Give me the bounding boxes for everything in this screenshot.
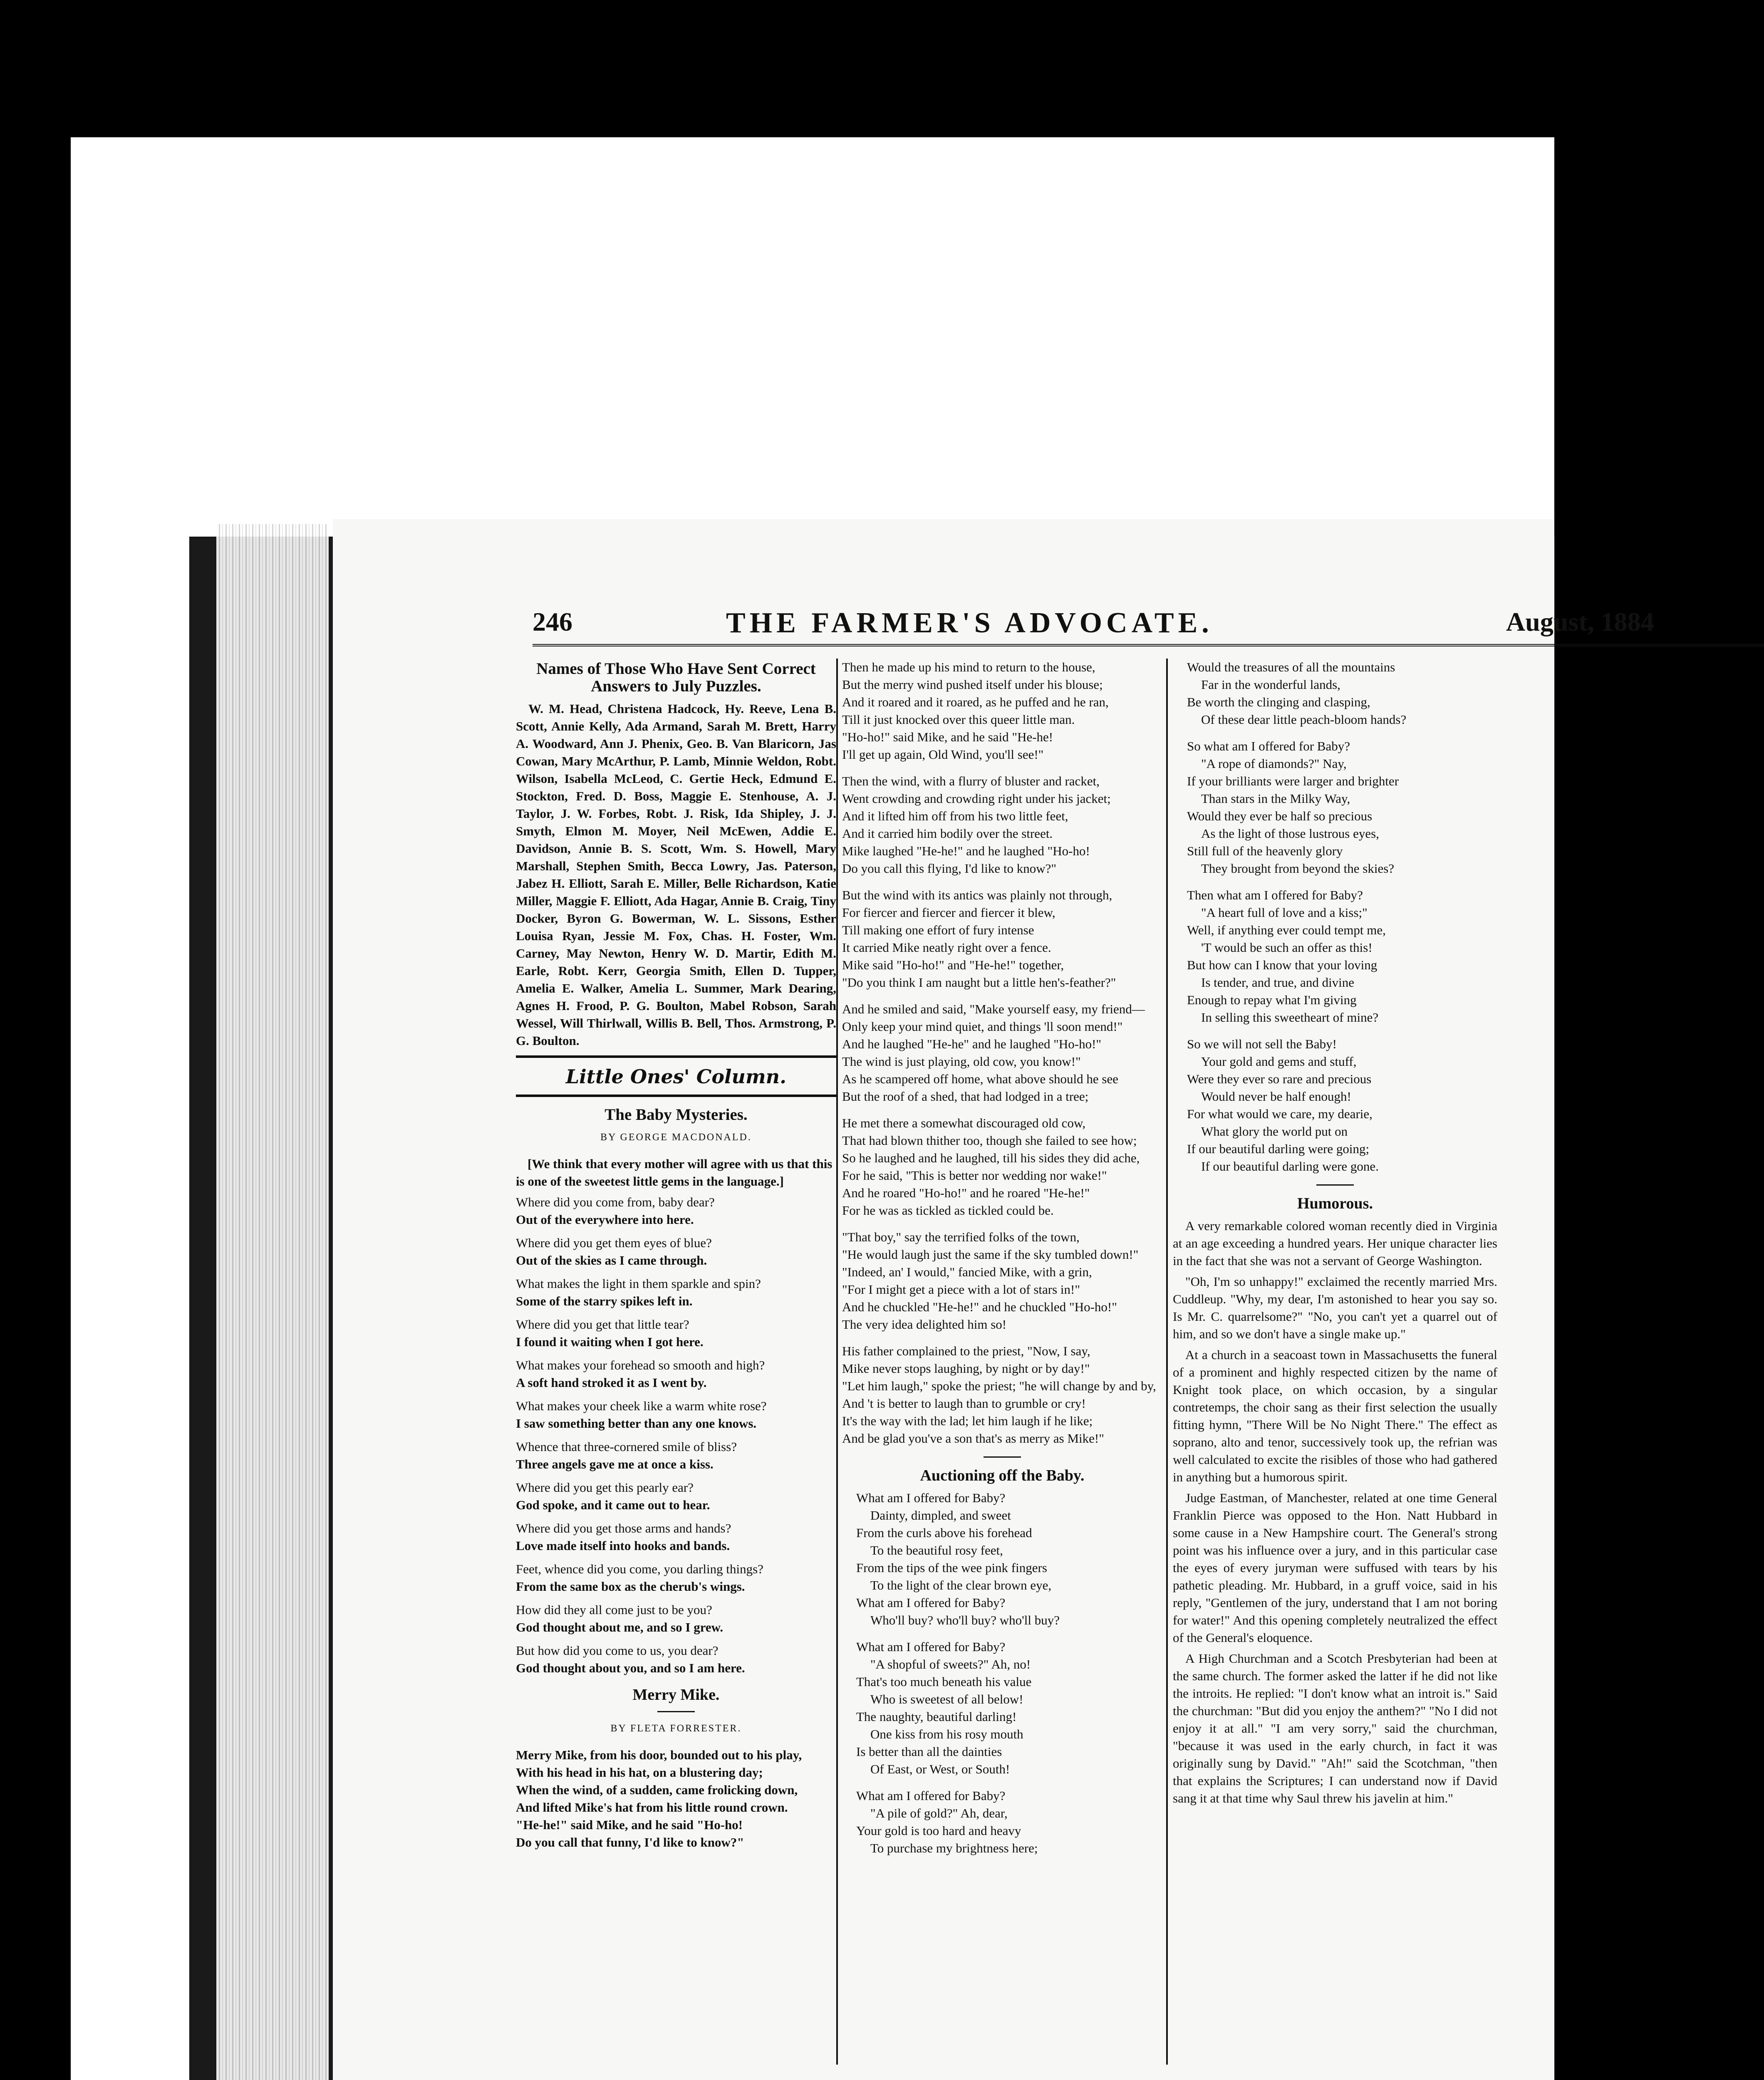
verse-line: But how can I know that your loving <box>1187 958 1378 972</box>
merry-mike-continued <box>842 659 1162 1447</box>
verse-line: It's the way with the lad; let him laugh if he like; <box>842 1414 1093 1428</box>
verse-line: And he smiled and said, "Make yourself easy, my friend— <box>842 1002 1145 1016</box>
verse-line: As he scampered off home, what above should he see <box>842 1072 1119 1086</box>
verse-line: That's too much beneath his value <box>856 1674 1032 1689</box>
poem-question: Where did you get those arms and hands? <box>516 1521 731 1535</box>
verse-line: His father complained to the priest, "Now, I say, <box>842 1344 1090 1358</box>
verse-line: "He-he!" said Mike, and he said "Ho-ho! <box>516 1818 743 1832</box>
verse-stanza <box>842 1342 1162 1447</box>
column-rule <box>1166 659 1168 2065</box>
poem-answer: Some of the starry spikes left in. <box>516 1294 693 1308</box>
verse-line: Your gold and gems and stuff, <box>1201 1054 1357 1069</box>
humorous-title: Humorous. <box>1297 1195 1373 1212</box>
verse-stanza <box>842 1489 1162 1629</box>
verse-line: What am I offered for Baby? <box>856 1788 1006 1803</box>
column-1 <box>516 659 836 1851</box>
names-list: W. M. Head, Christena Hadcock, Hy. Reeve, Lena B. Scott, Annie Kelly, Ada Armand, Sarah M. Brett, Harry A. Woodward, Ann J. Phenix, Geo. B. Van Blaricorn, Jas Cowan, Mary McArthur, P. Lamb, Minnie Weldon, Robt. Wilson, Isabella McLeod, C. Gertie Heck, Edmund E. Stockton, Fred. D. Boss, Maggie E. Stenhouse, A. J. Taylor, J. W. Forbes, Robt. J. Risk, Ida Shipley, J. J. Smyth, Elmon M. Moyer, Neil McEwen, Addie E. Davidson, Annie B. S. Scott, Wm. S. Howell, Mary Marshall, Stephen Smith, Becca Lowry, Jas. Paterson, Jabez H. Elliott, Sarah E. Miller, Belle Richardson, Katie Miller, Maggie F. Elliott, Ada Hagar, Annie B. Craig, Tiny Docker, Byron G. Bowerman, W. L. Sissons, Esther Louisa Ryan, Jessie M. Fox, Chas. H. Foster, Wm. Carney, May Newton, Henry W. D. Martir, Edith M. Earle, Robt. Kerr, Georgia Smith, Ellen D. Tupper, Amelia E. Walker, Amelia L. Summer, Mark Dearing, Agnes H. Frood, P. G. Boulton, Mabel Robson, Sarah Wessel, Will Thirlwall, Willis B. Bell, Thos. Armstrong, P. G. Boulton. <box>516 701 836 1048</box>
verse-line: And he chuckled "He-he!" and he chuckled "Ho-ho!" <box>842 1300 1117 1314</box>
verse-stanza <box>1173 1035 1497 1175</box>
section-rule <box>984 1456 1021 1458</box>
verse-line: "Do you think I am naught but a little hen's-feather?" <box>842 975 1116 990</box>
verse-stanza <box>842 1638 1162 1778</box>
baby-mysteries-intro: [We think that every mother will agree with us that this is one of the sweetest little gems in the language.] <box>516 1156 832 1189</box>
auction-title: Auctioning off the Baby. <box>920 1467 1085 1484</box>
verse-line: "For I might get a piece with a lot of stars in!" <box>842 1282 1080 1297</box>
page-edges <box>216 524 329 2080</box>
poem-answer: God spoke, and it came out to hear. <box>516 1498 710 1512</box>
verse-line: Were they ever so rare and precious <box>1187 1072 1372 1086</box>
poem-question: What makes your forehead so smooth and high? <box>516 1358 765 1372</box>
verse-stanza <box>1173 738 1497 877</box>
poem-answer: From the same box as the cherub's wings. <box>516 1579 745 1594</box>
verse-line: And it lifted him off from his two little feet, <box>842 809 1068 823</box>
auction-poem-continued <box>1173 659 1497 1175</box>
verse-line: Your gold is too hard and heavy <box>856 1823 1021 1838</box>
verse-line: Who is sweetest of all below! <box>870 1692 1023 1706</box>
poem-answer: Out of the everywhere into here. <box>516 1212 694 1227</box>
verse-line: "He would laugh just the same if the sky tumbled down!" <box>842 1247 1139 1262</box>
verse-line: The wind is just playing, old cow, you know!" <box>842 1054 1081 1069</box>
verse-line: What glory the world put on <box>1201 1124 1348 1139</box>
verse-line: He met there a somewhat discouraged old cow, <box>842 1116 1086 1130</box>
verse-line: "A shopful of sweets?" Ah, no! <box>870 1657 1031 1671</box>
verse-line: Only keep your mind quiet, and things 'll soon mend!" <box>842 1019 1123 1034</box>
verse-line: The naughty, beautiful darling! <box>856 1709 1017 1724</box>
verse-line: For what would we care, my dearie, <box>1187 1107 1373 1121</box>
poem-answer: God thought about me, and so I grew. <box>516 1620 723 1634</box>
verse-line: Mike never stops laughing, by night or by day!" <box>842 1361 1090 1376</box>
verse-line: They brought from beyond the skies? <box>1201 861 1395 876</box>
merry-mike-opening <box>516 1746 836 1851</box>
merry-mike-title: Merry Mike. <box>632 1686 720 1704</box>
verse-line: If your brilliants were larger and brighter <box>1187 774 1399 788</box>
verse-line: What am I offered for Baby? <box>856 1491 1006 1505</box>
verse-line: That had blown thither too, though she failed to see how; <box>842 1133 1137 1148</box>
verse-line: Till making one effort of fury intense <box>842 923 1034 937</box>
verse-line: And it carried him bodily over the street. <box>842 826 1053 841</box>
verse-line: Mike laughed "He-he!" and he laughed "Ho-ho! <box>842 844 1090 858</box>
masthead-title: THE FARMER'S ADVOCATE. <box>726 607 1213 639</box>
verse-line: And 't is better to laugh than to grumble or cry! <box>842 1396 1086 1411</box>
verse-line: "A rope of diamonds?" Nay, <box>1201 756 1347 771</box>
column-3 <box>1173 659 1497 1810</box>
names-heading: Names of Those Who Have Sent Correct Answers to July Puzzles. <box>536 660 816 695</box>
verse-line: To the light of the clear brown eye, <box>870 1578 1052 1592</box>
verse-line: To the beautiful rosy feet, <box>870 1543 1003 1558</box>
verse-line: I'll get up again, Old Wind, you'll see!" <box>842 747 1044 762</box>
verse-line: But the roof of a shed, that had lodged in a tree; <box>842 1089 1089 1104</box>
poem-question: What makes the light in them sparkle and spin? <box>516 1276 761 1291</box>
verse-line: Still full of the heavenly glory <box>1187 844 1343 858</box>
baby-mysteries-title: The Baby Mysteries. <box>605 1106 748 1124</box>
poem-answer: I saw something better than any one knows. <box>516 1416 757 1431</box>
poem-question: Feet, whence did you come, you darling things? <box>516 1562 763 1576</box>
title-rule <box>657 1711 695 1712</box>
humorous-paragraph: A High Churchman and a Scotch Presbyterian had been at the same church. The former asked the latter if he did not like the introits. He replied: "I don't know what an introit is." Said the churchman: "But did you enjoy the anthem?" "No I did not enjoy it at all." "I am very sorry," said the churchman, "because it was used in the early church, in fact it was originally sung by David." "Ah!" said the Scotchman, "then that explains the Scriptures; I can understand now if David sang it at that time why Saul threw his javelin at him." <box>1173 1651 1497 1805</box>
poem-question: How did they all come just to be you? <box>516 1602 712 1617</box>
column-rule <box>836 659 838 2065</box>
verse-line: Do you call this flying, I'd like to know?" <box>842 861 1057 876</box>
poem-answer: Out of the skies as I came through. <box>516 1253 707 1268</box>
verse-line: "A heart full of love and a kiss;" <box>1201 905 1368 920</box>
poem-question: What makes your cheek like a warm white rose? <box>516 1399 767 1413</box>
section-rule <box>1316 1184 1354 1186</box>
poem-answer: God thought about you, and so I am here. <box>516 1661 745 1675</box>
poem-answer: Three angels gave me at once a kiss. <box>516 1457 714 1471</box>
verse-line: From the tips of the wee pink fingers <box>856 1560 1047 1575</box>
verse-line: And be glad you've a son that's as merry as Mike!" <box>842 1431 1104 1446</box>
verse-line: "Ho-ho!" said Mike, and he said "He-he! <box>842 730 1053 744</box>
verse-line: And he roared "Ho-ho!" and he roared "He-he!" <box>842 1186 1090 1200</box>
poem-question: But how did you come to us, you dear? <box>516 1643 718 1658</box>
verse-line: If our beautiful darling were going; <box>1187 1142 1370 1156</box>
verse-line: Would never be half enough! <box>1201 1089 1351 1104</box>
verse-line: What am I offered for Baby? <box>856 1639 1006 1654</box>
verse-line: When the wind, of a sudden, came frolicking down, <box>516 1783 798 1797</box>
verse-line: Of these dear little peach-bloom hands? <box>1201 712 1407 727</box>
verse-line: Would the treasures of all the mountains <box>1187 660 1395 674</box>
page-number: 246 <box>533 607 572 636</box>
verse-line: "That boy," say the terrified folks of the town, <box>842 1230 1080 1244</box>
verse-line: Be worth the clinging and clasping, <box>1187 695 1370 709</box>
poem-question: Where did you get that little tear? <box>516 1317 689 1332</box>
verse-line: Far in the wonderful lands, <box>1201 677 1340 692</box>
verse-line: What am I offered for Baby? <box>856 1595 1006 1610</box>
verse-line: Mike said "Ho-ho!" and "He-he!" together, <box>842 958 1064 972</box>
verse-line: Would they ever be half so precious <box>1187 809 1373 823</box>
poem-answer: A soft hand stroked it as I went by. <box>516 1375 707 1390</box>
verse-line: For he was as tickled as tickled could be. <box>842 1203 1054 1218</box>
verse-line: In selling this sweetheart of mine? <box>1201 1010 1379 1025</box>
verse-stanza <box>842 1228 1162 1333</box>
verse-line: The very idea delighted him so! <box>842 1317 1007 1332</box>
verse-line: Enough to repay what I'm giving <box>1187 993 1357 1007</box>
column-2 <box>842 659 1162 1866</box>
verse-line: Of East, or West, or South! <box>870 1762 1010 1776</box>
verse-line: For fiercer and fiercer and fiercer it blew, <box>842 905 1055 920</box>
verse-line: 'T would be such an offer as this! <box>1201 940 1373 955</box>
verse-line: Well, if anything ever could tempt me, <box>1187 923 1386 937</box>
verse-line: But the merry wind pushed itself under his blouse; <box>842 677 1103 692</box>
verse-line: But the wind with its antics was plainly not through, <box>842 888 1112 902</box>
verse-line: To purchase my brightness here; <box>870 1841 1038 1855</box>
verse-line: Than stars in the Milky Way, <box>1201 791 1350 806</box>
verse-line: And he laughed "He-he" and he laughed "Ho-ho!" <box>842 1037 1102 1051</box>
verse-line: "Indeed, an' I would," fancied Mike, with a grin, <box>842 1265 1092 1279</box>
verse-stanza <box>1173 659 1497 728</box>
header-rule <box>533 644 1764 646</box>
baby-mysteries-poem <box>516 1194 836 1677</box>
verse-line: Then the wind, with a flurry of bluster and racket, <box>842 774 1100 788</box>
humorous-paragraph: A very remarkable colored woman recently died in Virginia at an age exceeding a hundred years. Her unique character lies in the fact that she was not a servant of George Washington. <box>1173 1218 1497 1268</box>
verse-stanza <box>842 1114 1162 1219</box>
verse-stanza <box>842 1000 1162 1105</box>
verse-line: As the light of those lustrous eyes, <box>1201 826 1379 841</box>
verse-line: Merry Mike, from his door, bounded out to his play, <box>516 1748 802 1762</box>
verse-line: So what am I offered for Baby? <box>1187 739 1350 753</box>
verse-line: Then what am I offered for Baby? <box>1187 888 1363 902</box>
verse-line: It carried Mike neatly right over a fence. <box>842 940 1051 955</box>
verse-line: Till it just knocked over this queer little man. <box>842 712 1075 727</box>
poem-answer: Love made itself into hooks and bands. <box>516 1538 730 1553</box>
auction-poem <box>842 1489 1162 1857</box>
poem-question: Where did you get them eyes of blue? <box>516 1236 712 1250</box>
verse-line: One kiss from his rosy mouth <box>870 1727 1023 1741</box>
poem-answer: I found it waiting when I got here. <box>516 1335 704 1349</box>
verse-line: With his head in his hat, on a blustering day; <box>516 1765 763 1780</box>
verse-line: Is better than all the dainties <box>856 1744 1002 1759</box>
verse-line: Went crowding and crowding right under his jacket; <box>842 791 1111 806</box>
humorous-paragraph: "Oh, I'm so unhappy!" exclaimed the recently married Mrs. Cuddleup. "Why, my dear, I'm astonished to hear you say so. Is Mr. C. quarrelsome?" "No, you can't yet a quarrel out of him, and so we don't have a single make up." <box>1173 1274 1497 1341</box>
verse-stanza <box>842 659 1162 763</box>
poem-question: Whence that three-cornered smile of bliss? <box>516 1439 737 1454</box>
baby-mysteries-byline: BY GEORGE MACDONALD. <box>600 1132 752 1143</box>
merry-mike-byline: BY FLETA FORRESTER. <box>610 1723 742 1734</box>
verse-line: Who'll buy? who'll buy? who'll buy? <box>870 1613 1060 1627</box>
newspaper-page <box>333 519 1654 2080</box>
verse-line: And it roared and it roared, as he puffed and he ran, <box>842 695 1109 709</box>
issue-date: August, 1884 <box>1506 607 1654 636</box>
little-ones-column-banner: Little Ones' Column. <box>516 1055 836 1097</box>
verse-line: So he laughed and he laughed, till his sides they did ache, <box>842 1151 1140 1165</box>
verse-line: Dainty, dimpled, and sweet <box>870 1508 1011 1523</box>
verse-line: Is tender, and true, and divine <box>1201 975 1355 990</box>
verse-line: "Let him laugh," spoke the priest; "he will change by and by, <box>842 1379 1156 1393</box>
verse-line: For he said, "This is better nor wedding nor wake!" <box>842 1168 1107 1183</box>
humorous-paragraph: At a church in a seacoast town in Massachusetts the funeral of a prominent and highly respected citizen by the name of Knight took place, on which occasion, by a singular contretemps, the choir sang as their first selection the usually fitting hymn, "There Will be No Night There." The effect as soprano, alto and tenor, successively took up, the refrian was well calculated to excite the risibles of those who had gathered in anything but a humorous spirit. <box>1173 1347 1497 1484</box>
verse-line: If our beautiful darling were gone. <box>1201 1159 1379 1174</box>
verse-stanza <box>1173 886 1497 1026</box>
humorous-paragraph: Judge Eastman, of Manchester, related at one time General Franklin Pierce was opposed to the Hon. Natt Hubbard in some cause in a New Hampshire court. The General's strong point was his influence over a jury, and in this particular case the eyes of every juryman were suffused with tears by his pathetic pleading. Mr. Hubbard, in a gruff voice, said in his reply, "Gentlemen of the jury, understand that I am not boring for water!" And this opening completely neutralized the effect of the General's eloquence. <box>1173 1491 1497 1645</box>
verse-line: Then he made up his mind to return to the house, <box>842 660 1095 674</box>
poem-question: Where did you come from, baby dear? <box>516 1195 715 1209</box>
verse-stanza <box>842 886 1162 991</box>
poem-question: Where did you get this pearly ear? <box>516 1480 694 1495</box>
verse-line: From the curls above his forehead <box>856 1525 1032 1540</box>
page-header <box>533 607 1764 644</box>
verse-line: Do you call that funny, I'd like to know?" <box>516 1835 744 1850</box>
verse-line: And lifted Mike's hat from his little round crown. <box>516 1800 788 1815</box>
verse-line: So we will not sell the Baby! <box>1187 1037 1337 1051</box>
verse-line: "A pile of gold?" Ah, dear, <box>870 1806 1008 1820</box>
verse-stanza <box>842 1787 1162 1857</box>
verse-stanza <box>842 773 1162 877</box>
